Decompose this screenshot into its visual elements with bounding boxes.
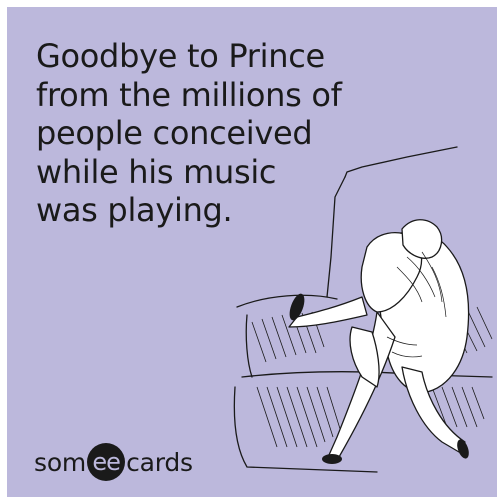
message-line: people conceived [36,114,313,152]
message-line: from the millions of [36,75,342,114]
couch-cushion [246,315,252,377]
message-line: while his music [36,152,277,191]
message-line: Goodbye to Prince [36,37,325,75]
logo-suffix: cards [126,447,193,477]
logo-prefix: som [34,447,87,477]
couple-embracing-illustration [227,137,497,497]
couch-outline [345,147,457,177]
message-line: was playing. [36,191,233,229]
couch-arm [237,295,337,307]
someecards-logo [34,443,193,481]
shoe [322,454,342,464]
logo-circle: ee [87,443,125,481]
figures [289,220,469,457]
couch-back [327,177,345,297]
ecard [7,7,497,497]
